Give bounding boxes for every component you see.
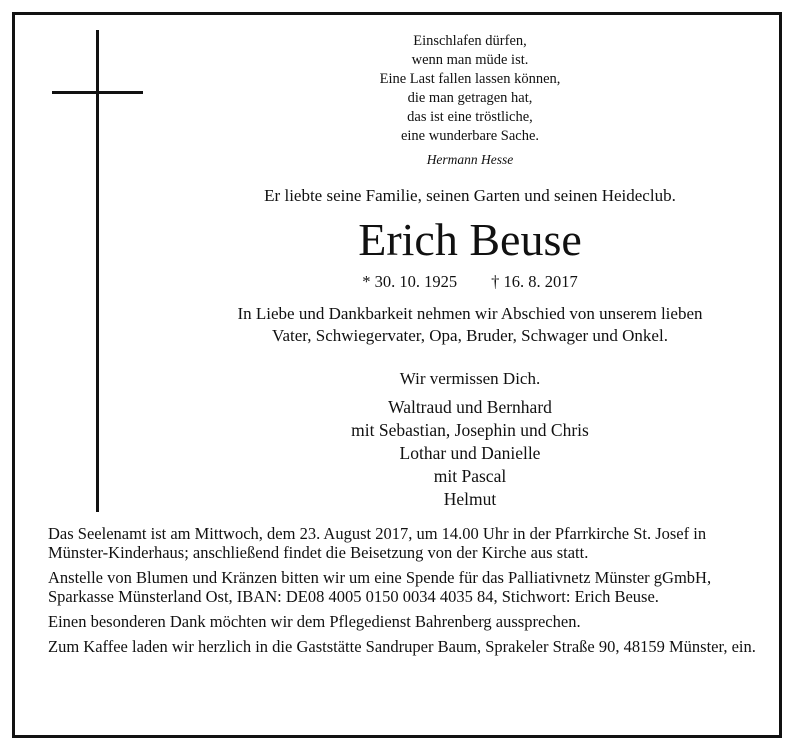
poem-line: Eine Last fallen lassen können, [379, 71, 561, 87]
donation-info: Anstelle von Blumen und Kränzen bitten wir um eine Spende für das Palliativnetz Münster gGmbH, Sparkasse Münsterland Ost, IBAN: DE08 4005 0150 0034 4035 84, Stichwort: Erich Beuse. [48, 568, 712, 606]
poem-line: das ist eine tröstliche, [407, 109, 533, 125]
service-info: Das Seelenamt ist am Mittwoch, dem 23. August 2017, um 14.00 Uhr in der Pfarrkirche St. Josef in Münster-Kinderhaus; anschließend findet die Beisetzung von der Kirche aus statt. [48, 524, 707, 562]
farewell-line: In Liebe und Dankbarkeit nehmen wir Abschied von unserem lieben [237, 304, 703, 323]
mourner-line: mit Sebastian, Josephin und Chris [351, 420, 589, 440]
poem-author: Hermann Hesse [426, 152, 514, 167]
miss-text: Wir vermissen Dich. [399, 369, 541, 388]
death-date: † 16. 8. 2017 [491, 272, 578, 291]
farewell-text [170, 303, 770, 347]
poem [270, 32, 670, 169]
coffee-info: Zum Kaffee laden wir herzlich in die Gaststätte Sandruper Baum, Sprakeler Straße 90, 48159 Münster, ein. [48, 637, 756, 656]
tagline: Er liebte seine Familie, seinen Garten und seinen Heideclub. [264, 186, 676, 205]
poem-line: eine wunderbare Sache. [400, 128, 540, 144]
poem-line: wenn man müde ist. [411, 52, 529, 68]
cross-icon-vertical-bar [96, 30, 99, 512]
farewell-line: Vater, Schwiegervater, Opa, Bruder, Schwager und Onkel. [272, 326, 668, 345]
mourner-line: Lothar und Danielle [399, 443, 541, 463]
life-dates [170, 272, 770, 292]
poem-line: die man getragen hat, [407, 90, 533, 106]
mourner-line: Waltraud und Bernhard [388, 397, 552, 417]
poem-line: Einschlafen dürfen, [413, 33, 527, 49]
mourner-line: Helmut [443, 489, 497, 509]
info-section [48, 524, 760, 662]
thanks-info: Einen besonderen Dank möchten wir dem Pflegedienst Bahrenberg aussprechen. [48, 612, 581, 631]
cross-icon-horizontal-bar [52, 91, 143, 94]
deceased-name: Erich Beuse [358, 214, 582, 265]
birth-date: * 30. 10. 1925 [362, 272, 458, 291]
mourners-list [170, 396, 770, 511]
mourner-line: mit Pascal [433, 466, 507, 486]
